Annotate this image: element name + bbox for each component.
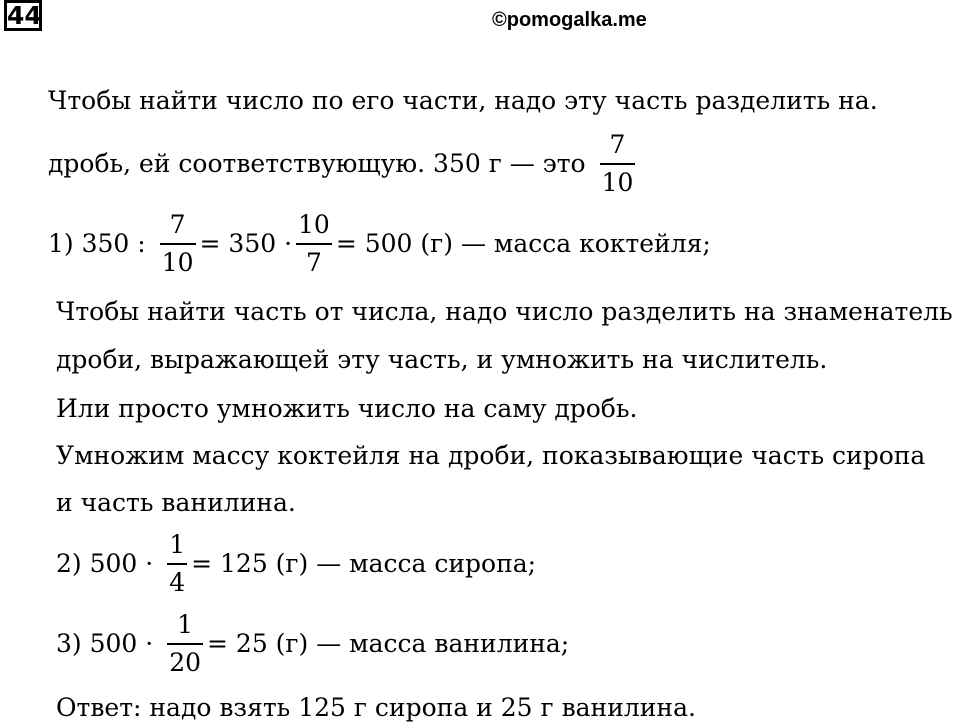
paragraph-line-1: Чтобы найти часть от числа, надо число разделить на знаменатель [56,297,953,326]
step2-fraction [167,530,187,598]
fraction-denominator: 4 [169,568,186,597]
fraction-7-10 [600,130,636,198]
fraction-numerator: 7 [609,130,626,159]
fraction-denominator: 7 [305,248,322,277]
step3-prefix: 3) 500 · [56,629,154,658]
step-1 [48,210,711,278]
answer-line: Ответ: надо взять 125 г сиропа и 25 г ванилина. [56,693,696,722]
step1-fraction-b [296,210,332,278]
task-number-box [4,0,42,31]
watermark: ©pomogalka.me [492,9,647,31]
text-line-2 [48,130,639,198]
text-line-1: Чтобы найти число по его части, надо эту часть разделить на. [48,86,878,115]
fraction-denominator: 10 [161,248,194,277]
paragraph-line-4: Умножим массу коктейля на дроби, показывающие часть сиропа [56,441,926,470]
step3-suffix: = 25 (г) — масса ванилина; [207,629,570,658]
fraction-bar [167,643,203,645]
fraction-numerator: 1 [169,530,186,559]
paragraph-line-3: Или просто умножить число на саму дробь. [56,394,638,423]
step-3 [56,610,569,678]
fraction-bar [167,563,187,565]
fraction-denominator: 20 [169,648,202,677]
step1-middle: = 350 · [199,229,293,258]
fraction-numerator: 7 [169,210,186,239]
fraction-denominator: 10 [601,168,634,197]
step3-fraction [167,610,203,678]
paragraph-line-5: и часть ванилина. [56,488,296,517]
task-number: 44 [7,1,42,30]
step-2 [56,530,536,598]
step2-prefix: 2) 500 · [56,549,154,578]
step1-prefix: 1) 350 : [48,229,146,258]
fraction-numerator: 10 [298,210,330,239]
step1-fraction-a [160,210,196,278]
line2-text: дробь, ей соответствующую. 350 г — это [48,149,586,178]
paragraph-line-2: дроби, выражающей эту часть, и умножить на числитель. [56,345,828,374]
step2-suffix: = 125 (г) — масса сиропа; [191,549,537,578]
fraction-numerator: 1 [177,610,194,639]
fraction-bar [160,243,196,245]
step1-suffix: = 500 (г) — масса коктейля; [335,229,711,258]
fraction-bar [296,243,332,245]
fraction-bar [600,163,636,165]
